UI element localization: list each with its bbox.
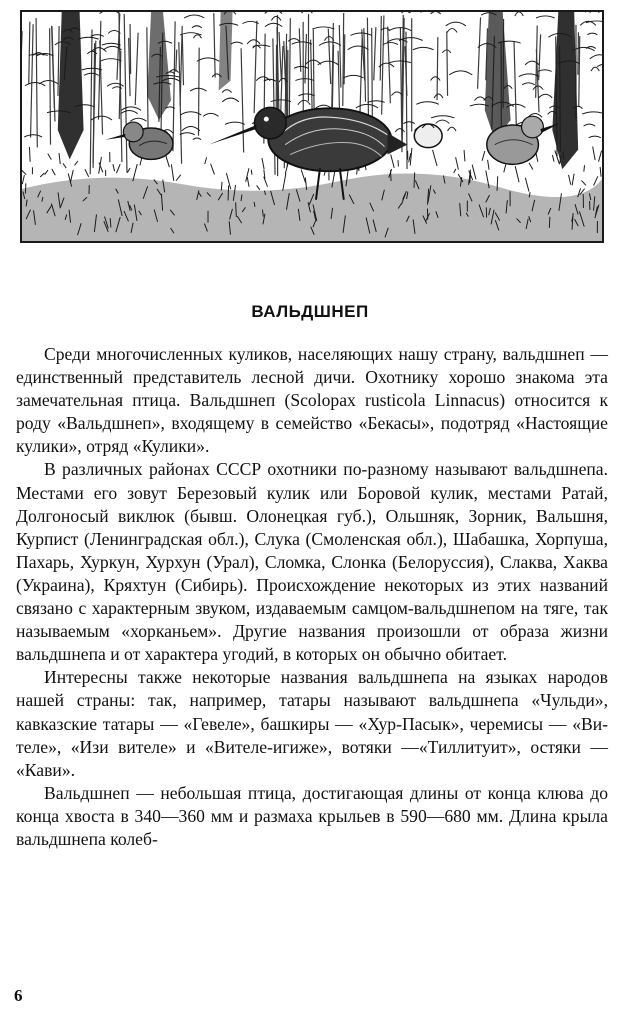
page-number: 6 (14, 986, 23, 1005)
article-body (16, 343, 608, 851)
woodcock-engraving-icon (22, 12, 602, 241)
paragraph-2: В различных районах СССР охотники по-разному называют вальдшнепа. Местами его зовут Березовый кулик или Боровой кулик, местами Ратай, Долгоносый виклюк (бывш. Олонецкая губ.), Ольшняк, Зорник, Вальшня, Курпист (Ленинградская обл.), Слука (Смоленская обл.), Шабашка, Хорпуша, Пахарь, Хуркун, Хурхун (Урал), Сломка, Слонка (Белоруссия), Слаква, Хаква (Украина), Кряхтун (Сибирь). Происхождение некоторых из этих названий связано с характерным звуком, издаваемым самцом-вальдшнепом на тяге, так называемым «хорканьем». Другие названия произошли от образа жизни вальдшнепа и от характера угодий, в которых он обычно обитает. (16, 459, 608, 665)
paragraph-4: Вальдшнеп — небольшая птица, достигающая длины от конца клюва до конца хвоста в 340—360 мм и размаха крыльев в 590—680 мм. Длина крыла вальдшнепа колеб- (16, 782, 608, 849)
woodcock-illustration (20, 10, 604, 243)
paragraph-3: Интересны также некоторые названия вальдшнепа на языках народов нашей страны: так, например, татары называют вальдшнепа «Чульди», кавказские татары — «Гевеле», башкиры — «Хур-Пасык», черемисы — «Вителе», «Изи вителе» и «Вителе-игижe», вотяки —«Тиллитуит», остяки — «Кави». (16, 667, 608, 780)
paragraph-1: Среди многочисленных куликов, населяющих нашу страну, вальдшнеп — единственный представитель лесной дичи. Охотнику хорошо знакома эта замечательная птица. Вальдшнеп (Scolopax rusticola Linnacus) относится к роду «Вальдшнеп», входящему в семейство «Бекасы», подотряд «Настоящие кулики», отряд «Кулики». (16, 344, 608, 457)
article-title: ВАЛЬДШНЕП (251, 302, 369, 321)
